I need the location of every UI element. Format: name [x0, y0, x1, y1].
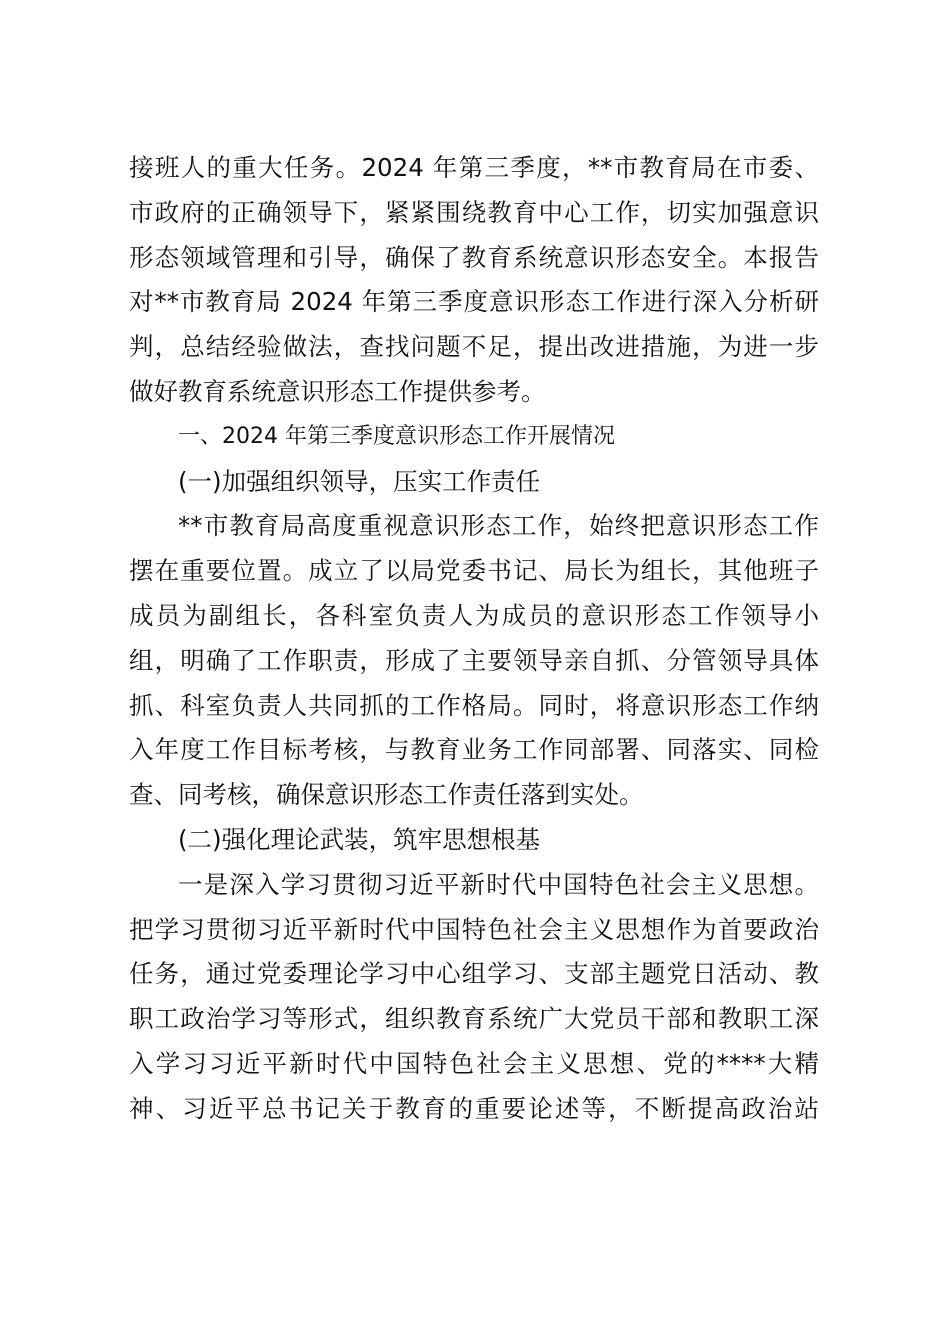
text-line: 把学习贯彻习近平新时代中国特色社会主义思想作为首要政治 [129, 914, 819, 944]
text-line: 入学习习近平新时代中国特色社会主义思想、党的****大精 [129, 1048, 819, 1078]
intro-paragraph [129, 146, 819, 415]
text-line: 形态领域管理和引导，确保了教育系统意识形态安全。本报告 [129, 242, 819, 272]
text-line: 对**市教育局 2024 年第三季度意识形态工作进行深入分析研 [129, 287, 819, 317]
text-line: 成员为副组长，各科室负责人为成员的意识形态工作领导小 [129, 600, 819, 630]
text-line: 组，明确了工作职责，形成了主要领导亲自抓、分管领导具体 [129, 645, 819, 675]
text-line: 神、习近平总书记关于教育的重要论述等，不断提高政治站 [129, 1093, 819, 1123]
text-line: 职工政治学习等形式，组织教育系统广大党员干部和教职工深 [129, 1004, 819, 1034]
text-line: 入年度工作目标考核，与教育业务工作同部署、同落实、同检 [129, 735, 819, 765]
text-line: 任务，通过党委理论学习中心组学习、支部主题党日活动、教 [129, 959, 819, 989]
text-line: 摆在重要位置。成立了以局党委书记、局长为组长，其他班子 [129, 556, 819, 586]
text-line: 抓、科室负责人共同抓的工作格局。同时，将意识形态工作纳 [129, 690, 819, 720]
text-line: 市政府的正确领导下，紧紧围绕教育中心工作，切实加强意识 [129, 197, 819, 227]
body-paragraph [129, 504, 819, 818]
text-line: 查、同考核，确保意识形态工作责任落到实处。 [129, 780, 644, 810]
subsection-heading: (一)加强组织领导，压实工作责任 [178, 466, 541, 496]
text-line: **市教育局高度重视意识形态工作，始终把意识形态工作 [178, 511, 819, 541]
document-body [129, 146, 819, 1132]
text-line: 判，总结经验做法，查找问题不足，提出改进措施，为进一步 [129, 332, 819, 362]
text-line: 接班人的重大任务。2024 年第三季度，**市教育局在市委、 [129, 153, 819, 182]
subsection-heading: (二)强化理论武装，筑牢思想根基 [178, 824, 541, 854]
body-paragraph [129, 863, 819, 1132]
text-line: 一是深入学习贯彻习近平新时代中国特色社会主义思想。 [178, 869, 819, 899]
text-line: 做好教育系统意识形态工作提供参考。 [129, 376, 546, 406]
section-heading: 一、2024 年第三季度意识形态工作开展情况 [178, 423, 615, 449]
